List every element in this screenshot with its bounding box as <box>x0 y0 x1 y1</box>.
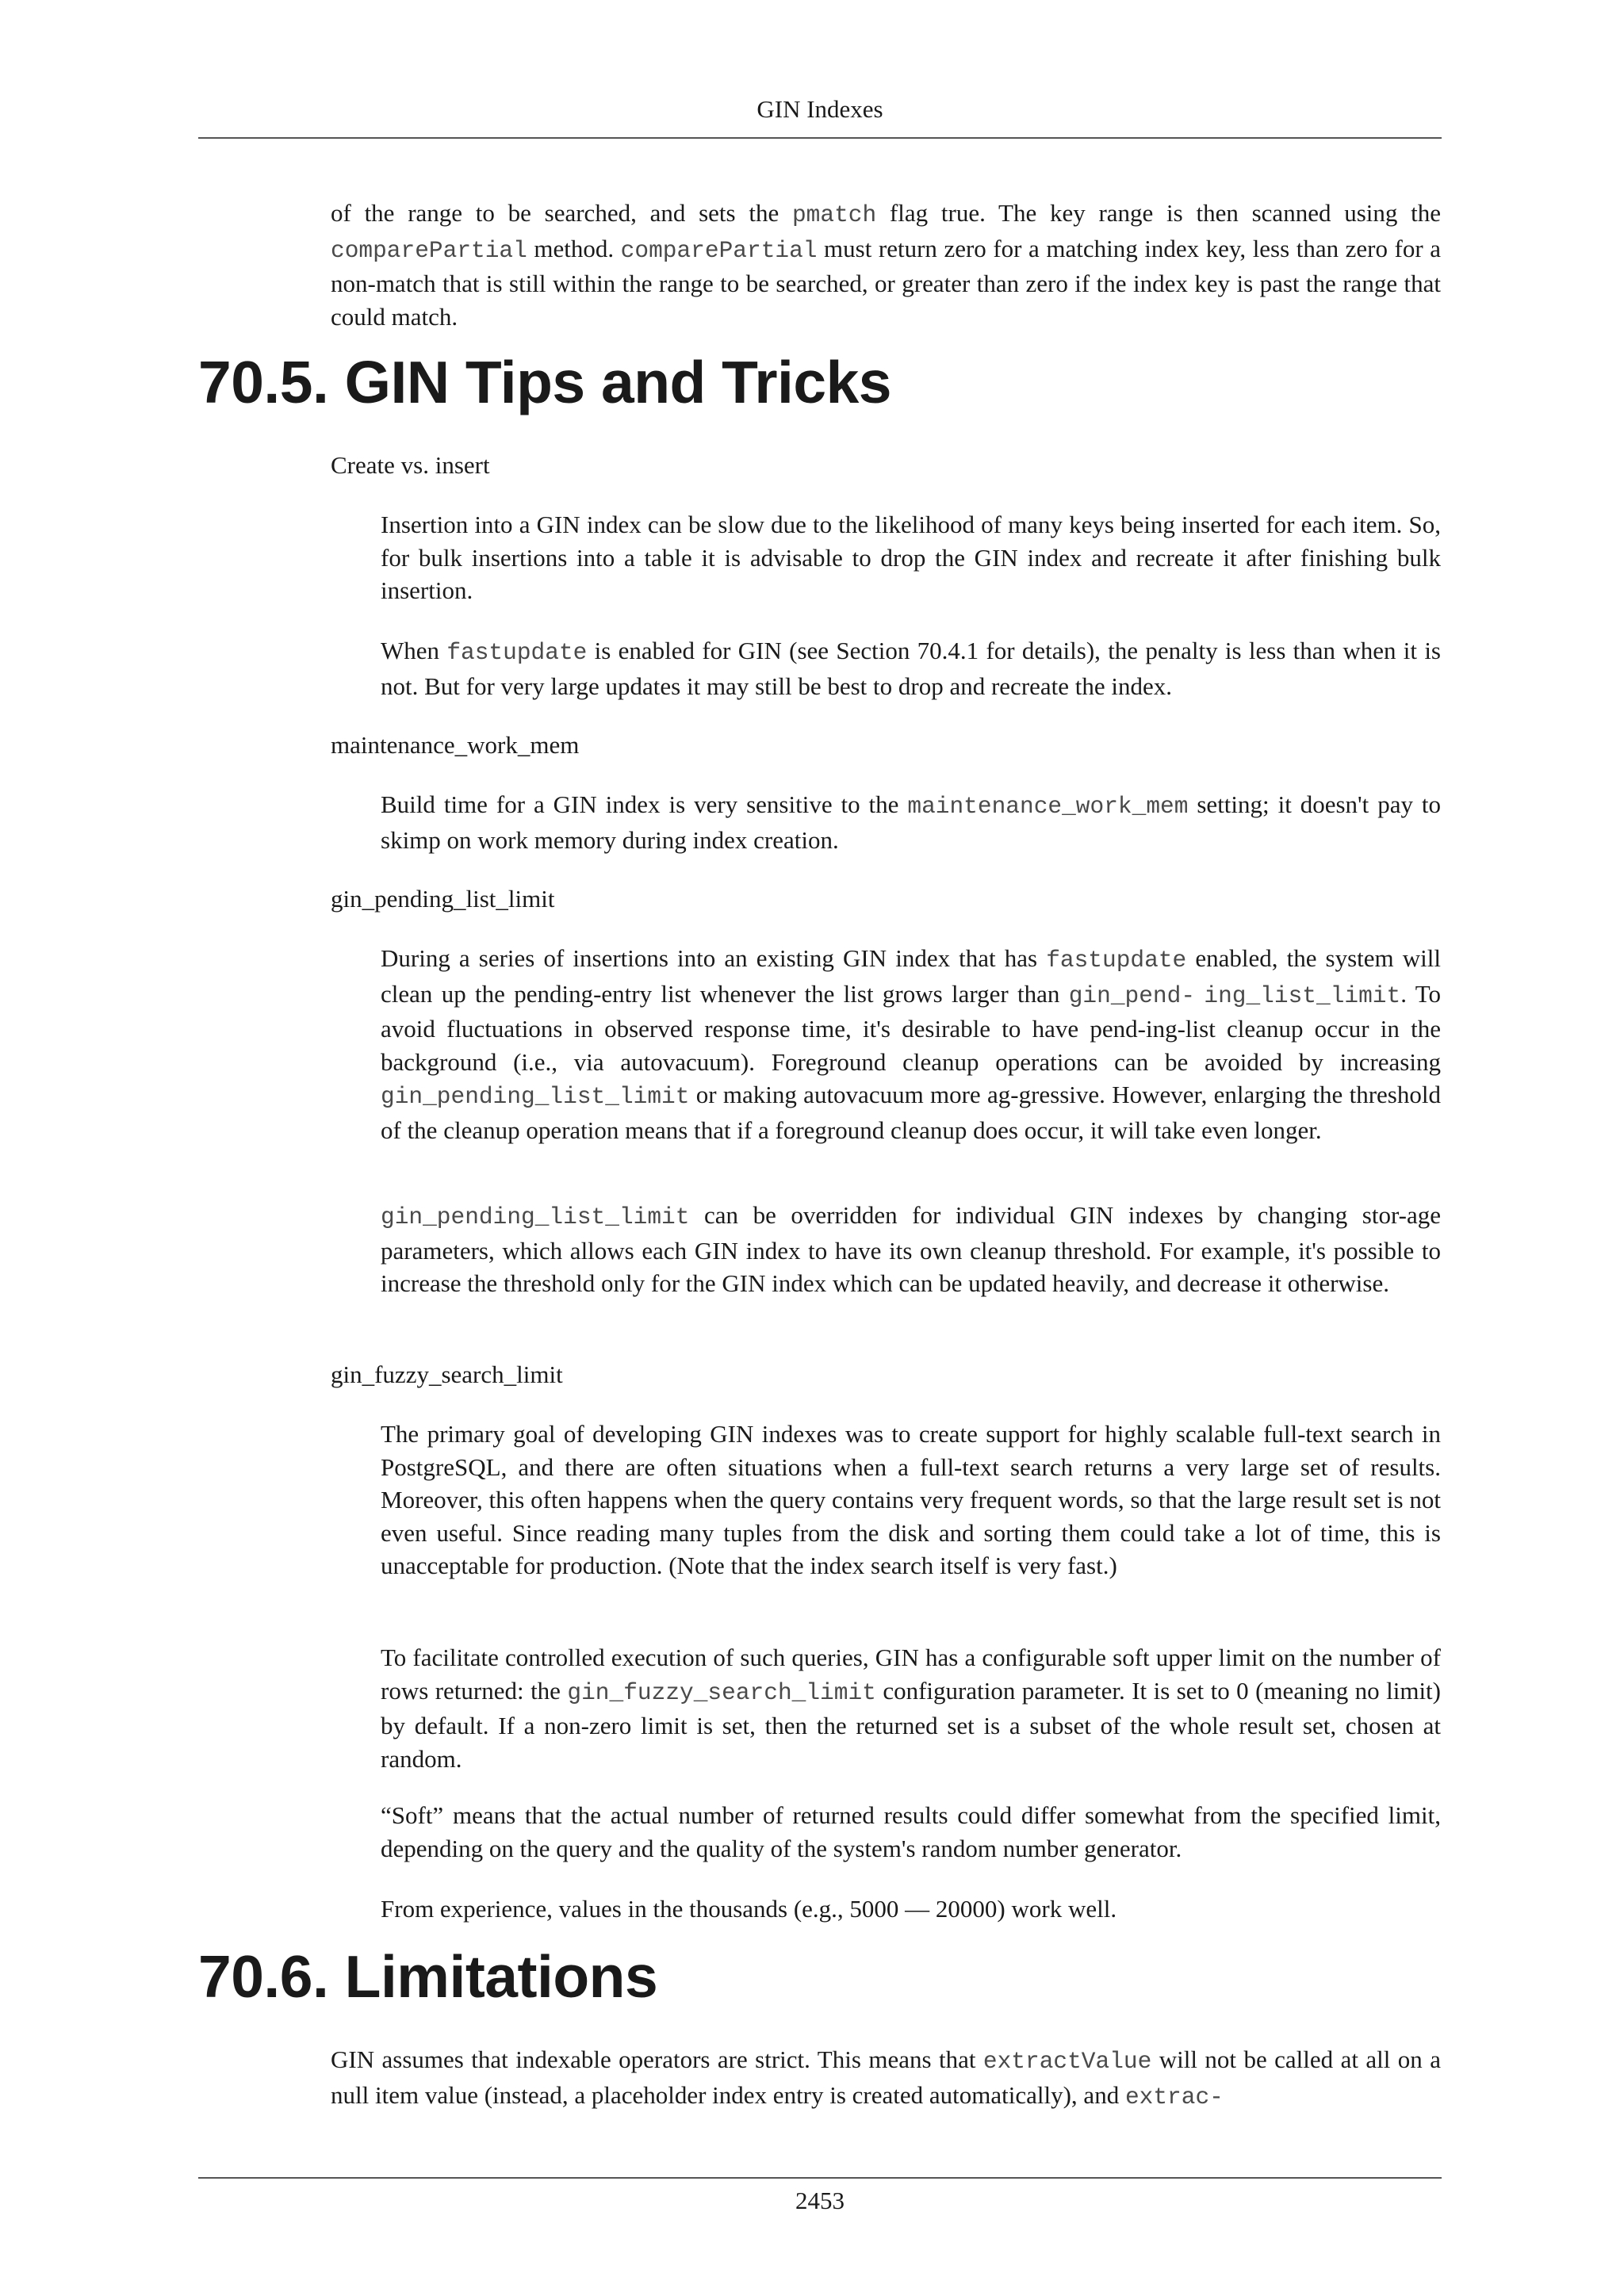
text: is enabled for GIN (see Section 70.4.1 for details), the penalty is less than when it is not. But for very large updates it may still be best to drop and recreate the index. <box>381 637 1441 700</box>
text: Build time for a GIN index is very sensitive to the <box>381 790 908 818</box>
code-fastupdate: fastupdate <box>446 639 588 666</box>
code-gin-pending-list-limit: gin_pending_list_limit <box>381 1203 690 1230</box>
text: or making autovacuum more ag-gressive. However, enlarging the threshold of the cleanup operation means that if a foreground cleanup does occur, it will take even longer. <box>381 1081 1441 1144</box>
text: GIN assumes that indexable operators are strict. This means that <box>331 2045 983 2073</box>
create-vs-insert-paragraph-1: Insertion into a GIN index can be slow due to the likelihood of many keys being inserted for each item. So, for bulk insertions into a table it is advisable to drop the GIN index and recreate it after finishing bulk insertion. <box>381 511 1441 604</box>
text: enabled, the system will clean up the pending-entry list whenever the list grows larger than <box>381 944 1441 1008</box>
maintenance-work-mem-paragraph <box>381 788 1441 856</box>
text: . To avoid fluctuations in observed response time, it's desirable to have pend-ing-list cleanup occur in the background (i.e., via autovacuum). Foreground cleanup operations can be avoided by increasing <box>381 979 1442 1076</box>
code-fastupdate: fastupdate <box>1046 947 1187 974</box>
intro-text-1: of the range to be searched, and sets the <box>331 199 792 227</box>
code-extractvalue: extractValue <box>982 2048 1152 2075</box>
code-gin-pending-part-2: ing_list_limit <box>1204 982 1401 1009</box>
code-comparepartial: comparePartial <box>331 236 527 264</box>
gin-fuzzy-search-limit-paragraph-3: “Soft” means that the actual number of returned results could differ somewhat from the specified limit, depending on the query and the quality of the system's random number generator. <box>381 1801 1441 1862</box>
text: configuration parameter. It is set to 0 (meaning no limit) by default. If a non-zero limit is set, then the returned set is a subset of the whole result set, chosen at random. <box>381 1676 1441 1773</box>
code-maintenance-work-mem: maintenance_work_mem <box>907 793 1189 820</box>
intro-text-2: flag true. The key range is then scanned using the <box>876 199 1441 227</box>
gin-fuzzy-search-limit-paragraph-4: From experience, values in the thousands (e.g., 5000 — 20000) work well. <box>381 1895 1117 1923</box>
gin-pending-list-limit-paragraph-2 <box>381 1199 1441 1300</box>
gin-pending-list-limit-paragraph-1 <box>381 942 1441 1146</box>
term-gin-fuzzy-search-limit: gin_fuzzy_search_limit <box>331 1360 563 1388</box>
gin-fuzzy-search-limit-paragraph-1: The primary goal of developing GIN indexes was to create support for highly scalable full-text search in PostgreSQL, and there are often situations when a full-text search returns a very large set of results. Moreover, this often happens when the query contains very frequent words, so that the large result set is not even useful. Since reading many tuples from the disk and sorting them could take a lot of time, this is unacceptable for production. (Note that the index search itself is very fast.) <box>381 1420 1441 1579</box>
term-gin-pending-list-limit: gin_pending_list_limit <box>331 885 555 913</box>
code-comparepartial-2: comparePartial <box>620 236 818 264</box>
code-gin-fuzzy-search-limit: gin_fuzzy_search_limit <box>567 1678 876 1706</box>
code-pmatch: pmatch <box>791 201 877 228</box>
section-heading-limitations: 70.6. Limitations <box>198 1943 658 2010</box>
running-header: GIN Indexes <box>756 95 883 123</box>
intro-text-3: method. <box>527 234 621 262</box>
text: During a series of insertions into an existing GIN index that has <box>381 944 1047 972</box>
header-rule <box>198 137 1442 139</box>
gin-fuzzy-search-limit-paragraph-2 <box>381 1641 1441 1775</box>
term-maintenance-work-mem: maintenance_work_mem <box>331 731 580 759</box>
intro-text-4: must return zero for a matching index key, less than zero for a non-match that is still within the range to be searched, or greater than zero if the index key is past the range that could match. <box>331 234 1441 331</box>
text: When <box>381 637 447 664</box>
text: To facilitate controlled execution of such queries, GIN has a configurable soft upper limit on the number of rows returned: the <box>381 1644 1441 1705</box>
intro-paragraph <box>331 197 1441 333</box>
code-extrac: extrac- <box>1124 2083 1224 2110</box>
text: will not be called at all on a null item value (instead, a placeholder index entry is created automatically), and <box>331 2045 1442 2109</box>
text: can be overridden for individual GIN indexes by changing stor-age parameters, which allows each GIN index to have its own cleanup threshold. For example, it's possible to increase the threshold only for the GIN index which can be updated heavily, and decrease it otherwise. <box>381 1201 1441 1297</box>
create-vs-insert-paragraph-2 <box>381 634 1441 702</box>
term-create-vs-insert: Create vs. insert <box>331 451 490 479</box>
page-number: 2453 <box>795 2187 845 2214</box>
limitations-paragraph <box>331 2043 1441 2114</box>
footer-rule <box>198 2177 1442 2179</box>
code-gin-pending-list-limit: gin_pending_list_limit <box>381 1083 690 1110</box>
text: setting; it doesn't pay to skimp on work memory during index creation. <box>381 790 1441 854</box>
code-gin-pending-part-1: gin_pend- <box>1068 982 1196 1009</box>
section-heading-tips-and-tricks: 70.5. GIN Tips and Tricks <box>198 349 891 415</box>
